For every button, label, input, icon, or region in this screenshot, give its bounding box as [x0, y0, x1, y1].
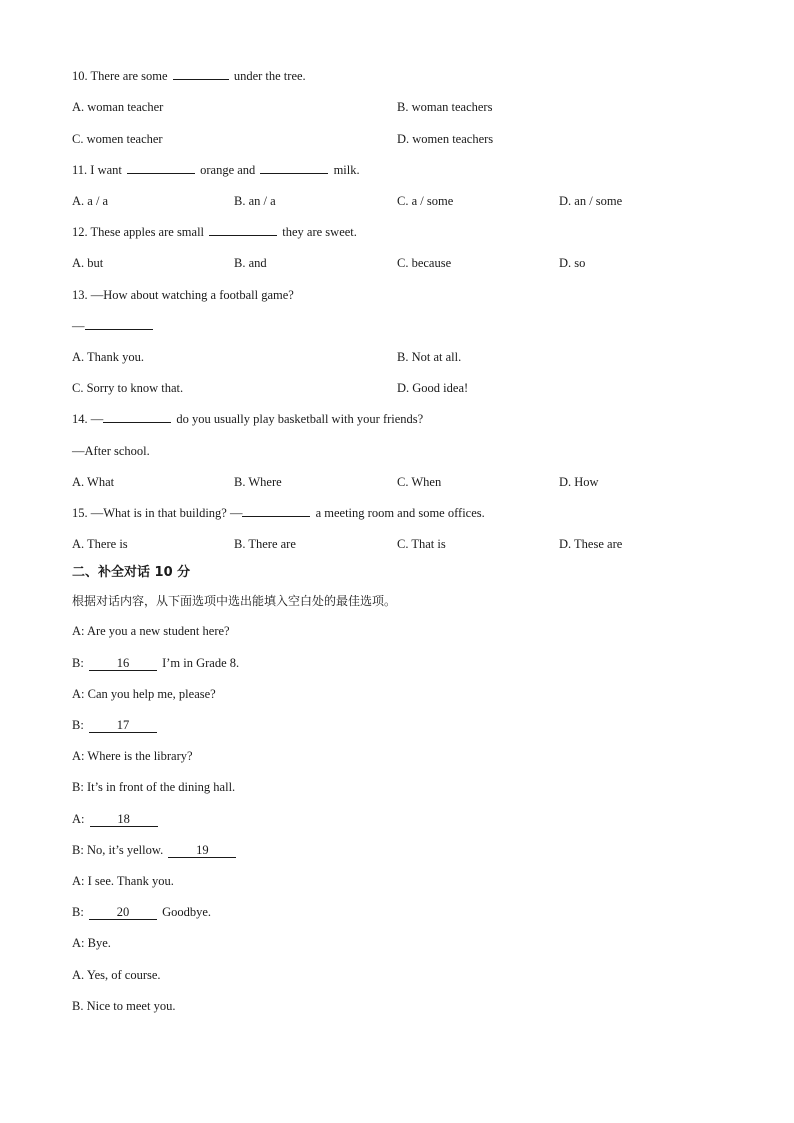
dialogue-line-6: [72, 779, 235, 795]
q10-option-c: C. women teacher: [72, 132, 163, 146]
q12-text-before: 12. These apples are small: [72, 225, 205, 239]
q14-text-after: do you usually play basketball with your friends?: [176, 412, 424, 426]
dialogue-option-a: A. Yes, of course.: [72, 968, 161, 982]
q15-option-a: A. There is: [72, 537, 128, 551]
dialogue-text: No, it’s yellow.: [86, 843, 164, 857]
q11-blank-2: [260, 162, 328, 174]
dialogue-speaker: A:: [72, 812, 85, 826]
dialogue-line-1: [72, 623, 230, 639]
dialogue-text: I’m in Grade 8.: [162, 656, 240, 670]
q13-answer-line: [72, 318, 155, 334]
q14-option-a: A. What: [72, 475, 115, 489]
question-15: [72, 505, 485, 521]
dialogue-text: Are you a new student here?: [86, 624, 230, 638]
dialogue-text: It’s in front of the dining hall.: [86, 780, 236, 794]
q11-text-before: 11. I want: [72, 163, 122, 177]
q13-option-a: A. Thank you.: [72, 350, 144, 364]
q11-text-middle: orange and: [200, 163, 256, 177]
dialogue-text: Goodbye.: [162, 905, 212, 919]
dialogue-blank-20: 20: [89, 905, 157, 920]
dialogue-line-9: [72, 873, 174, 889]
q14-option-c: C. When: [397, 475, 442, 489]
q13-option-b: B. Not at all.: [397, 350, 462, 364]
question-12: [72, 224, 357, 240]
dialogue-line-10: [72, 904, 211, 920]
dialogue-line-7: [72, 811, 160, 827]
q15-text-before: 15. —What is in that building? —: [72, 506, 243, 520]
dialogue-blank-16: 16: [89, 656, 157, 671]
dialogue-speaker: A:: [72, 749, 85, 763]
dialogue-text: Can you help me, please?: [87, 687, 216, 701]
dialogue-speaker: B:: [72, 780, 84, 794]
q13-option-c: C. Sorry to know that.: [72, 381, 184, 395]
q12-option-a: A. but: [72, 256, 104, 270]
section-2-instruction: 根据对话内容，从下面选项中选出能填入空白处的最佳选项。: [72, 594, 397, 608]
q10-option-d: D. women teachers: [397, 132, 494, 146]
q13-answer-prefix: —: [72, 319, 85, 333]
q11-option-c: C. a / some: [397, 194, 454, 208]
q10-option-b: B. woman teachers: [397, 100, 493, 114]
dialogue-text: Where is the library?: [87, 749, 193, 763]
dialogue-speaker: B:: [72, 718, 84, 732]
dialogue-line-4: [72, 717, 159, 733]
dialogue-blank-17: 17: [89, 718, 157, 733]
dialogue-option-b: B. Nice to meet you.: [72, 999, 176, 1013]
q13-blank: [85, 318, 153, 330]
q15-blank: [242, 505, 310, 517]
q11-option-d: D. an / some: [559, 194, 623, 208]
dialogue-line-8: [72, 842, 238, 858]
q15-option-b: B. There are: [234, 537, 296, 551]
question-13: 13. —How about watching a football game?: [72, 288, 294, 302]
dialogue-speaker: B:: [72, 656, 84, 670]
q10-option-a: A. woman teacher: [72, 100, 164, 114]
question-14: [72, 411, 423, 427]
q10-text-before: 10. There are some: [72, 69, 168, 83]
dialogue-line-2: [72, 655, 239, 671]
dialogue-speaker: A:: [72, 687, 85, 701]
dialogue-speaker: B:: [72, 905, 84, 919]
q14-text-before: 14. —: [72, 412, 104, 426]
q14-reply: —After school.: [72, 444, 150, 458]
question-11: [72, 162, 360, 178]
dialogue-speaker: A:: [72, 624, 85, 638]
section-2-title: 二、补全对话 10 分: [72, 565, 191, 580]
q12-option-b: B. and: [234, 256, 267, 270]
q12-option-d: D. so: [559, 256, 586, 270]
dialogue-line-11: [72, 935, 111, 951]
dialogue-blank-19: 19: [168, 843, 236, 858]
q15-text-after: a meeting room and some offices.: [315, 506, 485, 520]
dialogue-speaker: B:: [72, 843, 84, 857]
q10-text-after: under the tree.: [233, 69, 306, 83]
q11-option-a: A. a / a: [72, 194, 109, 208]
q11-option-b: B. an / a: [234, 194, 276, 208]
q15-option-d: D. These are: [559, 537, 623, 551]
q12-text-after: they are sweet.: [282, 225, 357, 239]
q14-option-d: D. How: [559, 475, 599, 489]
q12-blank: [209, 224, 277, 236]
q14-blank: [103, 411, 171, 423]
dialogue-speaker: A:: [72, 874, 85, 888]
dialogue-text: Bye.: [87, 936, 111, 950]
q10-blank: [173, 68, 229, 80]
q12-option-c: C. because: [397, 256, 452, 270]
q11-blank-1: [127, 162, 195, 174]
dialogue-blank-18: 18: [90, 812, 158, 827]
q15-option-c: C. That is: [397, 537, 446, 551]
dialogue-line-5: [72, 748, 193, 764]
q11-text-after: milk.: [333, 163, 360, 177]
dialogue-speaker: A:: [72, 936, 85, 950]
q13-option-d: D. Good idea!: [397, 381, 469, 395]
question-10: [72, 68, 306, 84]
dialogue-line-3: [72, 686, 216, 702]
q14-option-b: B. Where: [234, 475, 282, 489]
dialogue-text: I see. Thank you.: [87, 874, 174, 888]
